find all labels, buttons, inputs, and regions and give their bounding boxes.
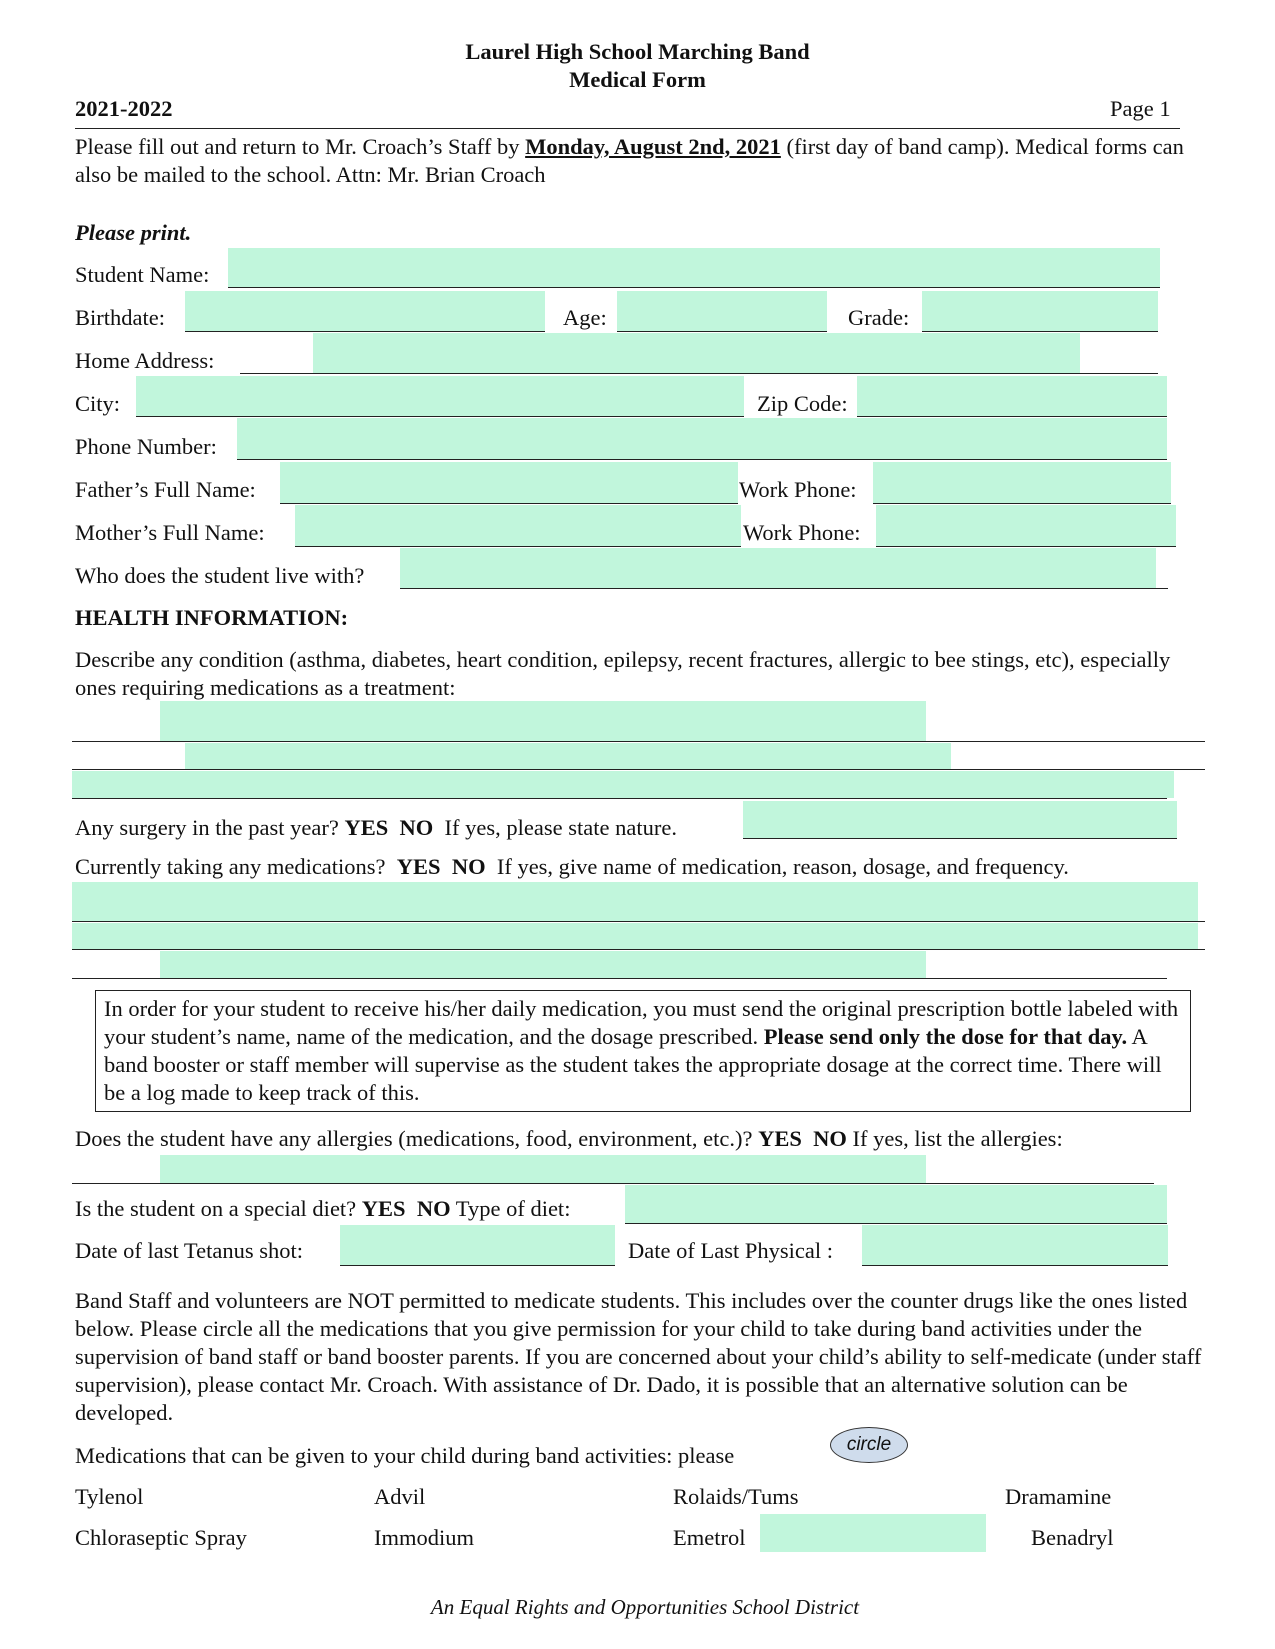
allergies-question	[75, 1128, 1063, 1151]
condition-line-3	[72, 798, 1167, 799]
tetanus-label: Date of last Tetanus shot:	[75, 1238, 303, 1263]
medication-option-immodium[interactable]: Immodium	[374, 1525, 474, 1550]
lives-with-line	[400, 588, 1168, 589]
father-work-phone-label: Work Phone:	[739, 477, 857, 502]
medications-field-3[interactable]	[160, 951, 926, 978]
age-field[interactable]	[617, 291, 827, 332]
page-number: Page 1	[1110, 96, 1171, 121]
medications-followup-text: If yes, give name of medication, reason, dosage, and frequency.	[496, 854, 1069, 879]
diet-type-label: Type of diet:	[455, 1196, 571, 1221]
notice-text-1: In order for your student to receive his/her daily medication, you must send the original prescription bottle labeled with your student’s name, name of the medication, and the dosage prescribed.	[104, 996, 1179, 1049]
condition-field-2[interactable]	[185, 743, 951, 769]
diet-type-field[interactable]	[625, 1185, 1167, 1224]
physical-label: Date of Last Physical :	[628, 1238, 833, 1263]
emetrol-highlight	[760, 1514, 986, 1552]
circle-label: circle	[846, 1434, 892, 1455]
allergies-yes-option[interactable]: YES	[758, 1126, 802, 1151]
intro-text-rest: (first day of band camp). Medical forms can also be mailed to the school. Attn: Mr. Brian Croach	[75, 134, 1184, 187]
medications-line-2	[72, 949, 1205, 950]
intro-text: Please fill out and return to Mr. Croach’s Staff by	[75, 134, 526, 159]
medications-list-prompt: Medications that can be given to your child during band activities: please	[75, 1443, 735, 1468]
form-title: Laurel High School Marching Band	[465, 39, 810, 64]
diet-question	[75, 1198, 570, 1221]
medication-option-rolaids-tums[interactable]: Rolaids/Tums	[673, 1484, 799, 1509]
form-subtitle: Medical Form	[569, 67, 706, 92]
surgery-question-text: Any surgery in the past year?	[75, 815, 339, 840]
header-divider	[75, 128, 1180, 129]
please-print-note: Please print.	[75, 220, 192, 245]
condition-line-2	[72, 769, 1205, 770]
grade-label: Grade:	[848, 305, 910, 330]
mother-work-phone-label: Work Phone:	[743, 520, 861, 545]
city-line	[136, 416, 744, 417]
diet-question-text: Is the student on a special diet?	[75, 1196, 357, 1221]
lives-with-label: Who does the student live with?	[75, 563, 365, 588]
condition-field-1[interactable]	[160, 701, 926, 741]
surgery-no-option[interactable]: NO	[399, 815, 434, 840]
diet-no-option[interactable]: NO	[416, 1196, 451, 1221]
home-address-label: Home Address:	[75, 348, 215, 373]
father-name-field[interactable]	[280, 462, 738, 504]
medications-line-3	[72, 978, 1167, 979]
age-label: Age:	[563, 305, 607, 330]
tetanus-date-field[interactable]	[340, 1225, 615, 1266]
physical-date-field[interactable]	[862, 1225, 1168, 1266]
intro-paragraph	[75, 133, 1210, 189]
city-field[interactable]	[136, 376, 744, 416]
footer-statement: An Equal Rights and Opportunities School District	[430, 1595, 860, 1619]
home-address-line	[240, 373, 1158, 374]
due-date: Monday, August 2nd, 2021	[525, 134, 781, 159]
lives-with-field[interactable]	[400, 548, 1156, 588]
zip-code-field[interactable]	[857, 376, 1167, 417]
condition-field-3[interactable]	[72, 771, 1174, 798]
medications-question-text: Currently taking any medications?	[75, 854, 386, 879]
medication-option-benadryl[interactable]: Benadryl	[1031, 1525, 1114, 1550]
medication-option-advil[interactable]: Advil	[374, 1484, 426, 1509]
health-heading: HEALTH INFORMATION:	[75, 605, 349, 630]
policy-paragraph: Band Staff and volunteers are NOT permitted to medicate students. This includes over the counter drugs like the ones listed below. Please circle all the medications that you give permission for your child to take during band activities under the supervision of band staff or band booster parents. If you are concerned about your child’s ability to self-medicate (under staff supervision), please contact Mr. Croach. With assistance of Dr. Dado, it is possible that an alternative solution can be developed.	[75, 1288, 1202, 1425]
grade-field[interactable]	[922, 291, 1158, 332]
allergies-followup-text: If yes, list the allergies:	[852, 1126, 1063, 1151]
medication-notice-text	[104, 995, 1184, 1107]
medications-line-1	[72, 921, 1205, 922]
diet-yes-option[interactable]: YES	[361, 1196, 406, 1221]
medication-option-emetrol[interactable]: Emetrol	[673, 1525, 746, 1550]
surgery-question	[75, 817, 677, 840]
allergies-question-text: Does the student have any allergies (medications, food, environment, etc.)?	[75, 1126, 753, 1151]
medications-no-option[interactable]: NO	[451, 854, 486, 879]
student-name-field[interactable]	[228, 248, 1160, 288]
medication-option-tylenol[interactable]: Tylenol	[75, 1484, 144, 1509]
surgery-followup-text: If yes, please state nature.	[444, 815, 677, 840]
medications-question	[75, 856, 1069, 879]
student-name-label: Student Name:	[75, 262, 210, 287]
home-address-field[interactable]	[313, 333, 1080, 373]
mother-work-phone-field[interactable]	[876, 505, 1176, 547]
notice-text-2: A band booster or staff member will supervise as the student takes the appropriate dosage at the correct time. There will be a log made to keep track of this.	[104, 1024, 1162, 1105]
father-work-phone-field[interactable]	[873, 462, 1171, 504]
medications-field-2[interactable]	[72, 923, 1198, 949]
allergies-no-option[interactable]: NO	[813, 1126, 847, 1151]
medications-yes-option[interactable]: YES	[396, 854, 441, 879]
zip-code-label: Zip Code:	[757, 391, 848, 416]
city-label: City:	[75, 391, 121, 416]
school-year: 2021-2022	[75, 96, 173, 121]
birthdate-field[interactable]	[185, 291, 545, 332]
surgery-yes-option[interactable]: YES	[344, 815, 389, 840]
father-name-label: Father’s Full Name:	[75, 477, 256, 502]
notice-bold-text: Please send only the dose for that day.	[763, 1024, 1128, 1049]
allergies-line	[72, 1183, 1154, 1184]
mother-name-field[interactable]	[295, 505, 741, 547]
circle-icon	[830, 1427, 908, 1463]
allergies-field[interactable]	[160, 1155, 926, 1183]
surgery-nature-field[interactable]	[743, 801, 1177, 839]
medication-option-chloraseptic[interactable]: Chloraseptic Spray	[75, 1525, 247, 1550]
medications-field-1[interactable]	[72, 882, 1198, 921]
mother-name-label: Mother’s Full Name:	[75, 520, 265, 545]
phone-number-field[interactable]	[237, 418, 1167, 460]
medication-option-dramamine[interactable]: Dramamine	[1005, 1484, 1112, 1509]
condition-line-1	[72, 741, 1205, 742]
condition-prompt: Describe any condition (asthma, diabetes, heart condition, epilepsy, recent fractures, allergic to bee stings, etc), especially ones requiring medications as a treatment:	[75, 647, 1171, 700]
birthdate-label: Birthdate:	[75, 305, 165, 330]
phone-number-label: Phone Number:	[75, 434, 217, 459]
